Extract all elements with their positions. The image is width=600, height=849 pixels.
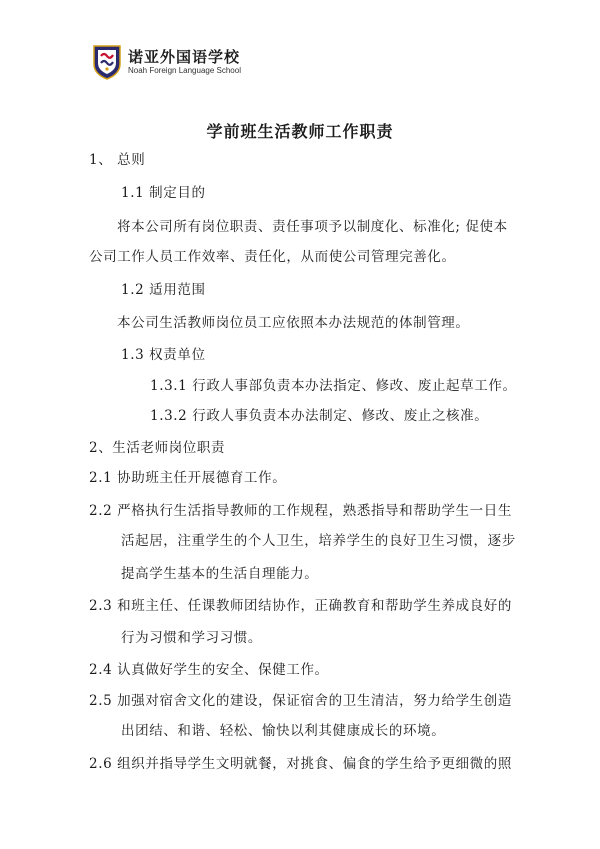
school-logo-icon <box>92 44 122 80</box>
paragraph-line: 行为习惯和学习习惯。 <box>121 630 262 646</box>
section-heading: 2、生活老师岗位职责 <box>89 440 226 456</box>
list-item: 2.3 和班主任、任课教师团结协作，正确教育和帮助学生养成良好的 <box>89 598 512 614</box>
list-item: 2.4 认真做好学生的安全、保健工作。 <box>89 662 329 678</box>
list-item: 2.1 协助班主任开展德育工作。 <box>89 470 287 486</box>
list-item: 1.3.2 行政人事负责本办法制定、修改、废止之核准。 <box>150 408 489 424</box>
paragraph-line: 本公司生活教师岗位员工应依照本办法规范的体制管理。 <box>117 315 470 331</box>
paragraph-line: 出团结、和谐、轻松、愉快以利其健康成长的环境。 <box>121 723 446 739</box>
paragraph-line: 活起居，注重学生的个人卫生，培养学生的良好卫生习惯，逐步 <box>121 533 516 549</box>
school-name-cn: 诺亚外国语学校 <box>128 47 241 66</box>
paragraph-line: 将本公司所有岗位职责、责任事项予以制度化、标准化; 促使本 <box>117 219 508 235</box>
subsection-heading: 1.3 权责单位 <box>121 347 206 363</box>
list-item: 2.5 加强对宿舍文化的建设，保证宿舍的卫生清洁，努力给学生创造 <box>89 693 512 709</box>
paragraph-line: 公司工作人员工作效率、责任化，从而使公司管理完善化。 <box>89 249 456 265</box>
school-header <box>92 44 241 80</box>
school-name-en: Noah Foreign Language School <box>128 65 241 75</box>
subsection-heading: 1.1 制定目的 <box>121 185 206 201</box>
list-item: 2.2 严格执行生活指导教师的工作规程，熟悉指导和帮助学生一日生 <box>89 503 512 519</box>
subsection-heading: 1.2 适用范围 <box>121 282 206 298</box>
section-heading: 1、 总则 <box>89 152 146 168</box>
document-title: 学前班生活教师工作职责 <box>206 122 394 141</box>
list-item: 2.6 组织并指导学生文明就餐，对挑食、偏食的学生给予更细微的照 <box>89 756 512 772</box>
paragraph-line: 提高学生基本的生活自理能力。 <box>121 566 319 582</box>
list-item: 1.3.1 行政人事部负责本办法指定、修改、废止起草工作。 <box>150 378 517 394</box>
